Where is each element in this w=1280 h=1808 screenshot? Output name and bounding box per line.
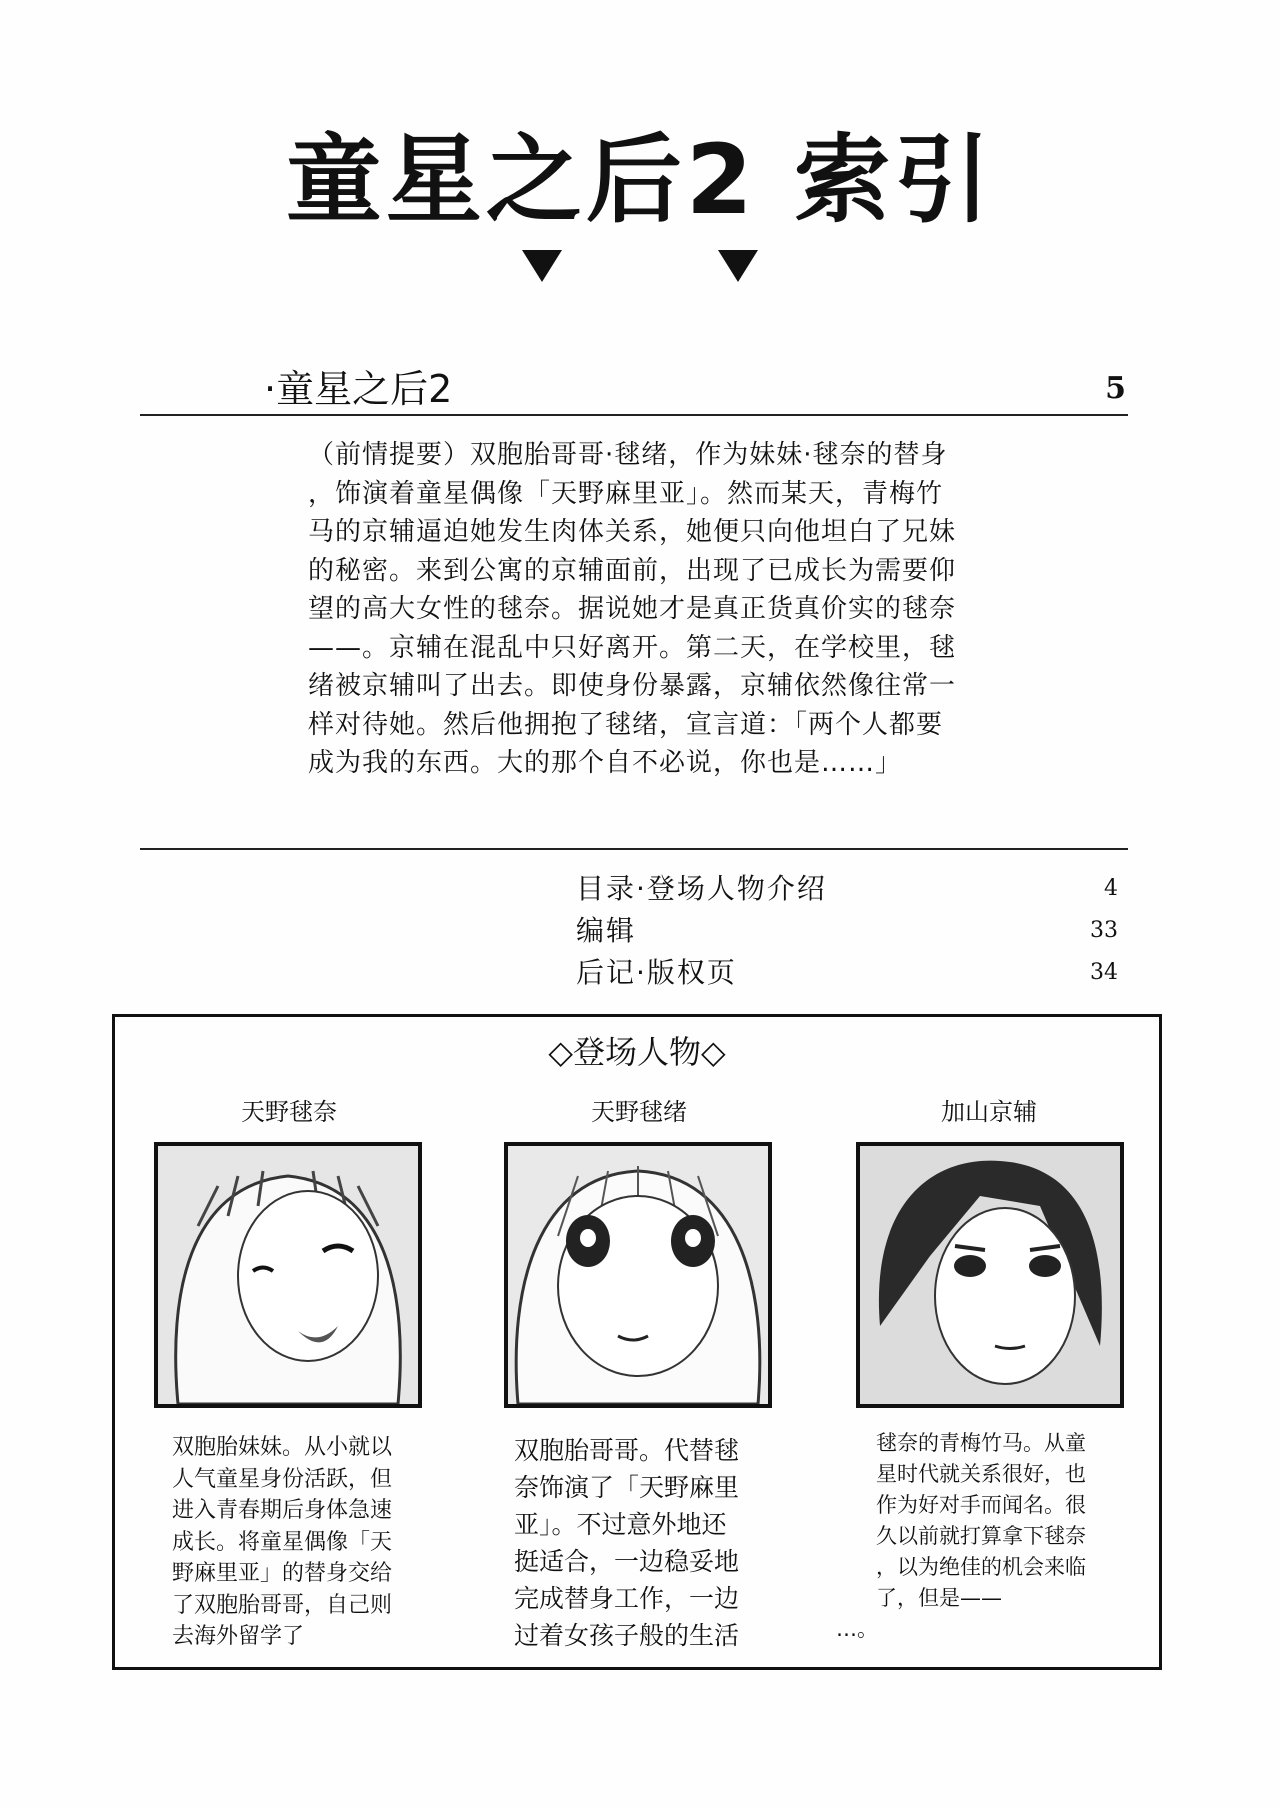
toc-entry-page: 4 — [1104, 876, 1118, 901]
description-line: 双胞胎哥哥。代替毬 — [514, 1436, 740, 1465]
description-line: 久以前就打算拿下毬奈 — [876, 1524, 1086, 1548]
portrait-illustration-icon — [158, 1146, 418, 1404]
description-line: 人气童星身份活跃，但 — [172, 1466, 393, 1492]
portrait-illustration-icon — [860, 1146, 1120, 1404]
summary-line: 成为我的东西。大的那个自不必说，你也是……」 — [308, 748, 903, 778]
description-line: 野麻里亚」的替身交给 — [172, 1561, 393, 1586]
character-portrait — [504, 1142, 772, 1408]
character-name: 天野毬奈 — [241, 1098, 337, 1126]
story-summary — [308, 436, 1008, 783]
character-description — [514, 1432, 774, 1654]
summary-line: 绪被京辅叫了出去。即使身份暴露，京辅依然像往常一 — [308, 671, 957, 701]
page-title: 童星之后2 索引 — [285, 124, 995, 236]
toc-entry-label: 后记·版权页 — [576, 956, 737, 989]
description-line: 了双胞胎哥哥，自己则 — [172, 1592, 393, 1618]
description-line: 双胞胎妹妹。从小就以 — [172, 1435, 393, 1460]
summary-line: （前情提要）双胞胎哥哥·毬绪，作为妹妹·毬奈的替身 — [308, 440, 948, 470]
description-line: 过着女孩子般的生活 — [514, 1621, 740, 1650]
toc-entry[interactable] — [576, 952, 1118, 994]
character-name: 加山京辅 — [941, 1098, 1037, 1126]
description-line: 毬奈的青梅竹马。从童 — [876, 1431, 1086, 1455]
description-line: 亚」。不过意外地还 — [514, 1510, 727, 1539]
summary-line: 的秘密。来到公寓的京辅面前，出现了已成长为需要仰 — [308, 555, 957, 586]
description-line: 奈饰演了「天野麻里 — [514, 1473, 740, 1502]
summary-line: 望的高大女性的毬奈。据说她才是真正货真价实的毬奈 — [308, 594, 957, 624]
description-line: 完成替身工作，一边 — [514, 1584, 740, 1613]
description-line: 星时代就关系很好，也 — [876, 1462, 1086, 1486]
toc-entry[interactable] — [576, 868, 1118, 910]
toc-entry-page: 33 — [1090, 918, 1118, 943]
description-line: 作为好对手而闻名。很 — [876, 1493, 1086, 1517]
summary-line: 样对待她。然后他拥抱了毬绪，宣言道：「两个人都要 — [308, 709, 944, 740]
triangle-marker-icon — [718, 250, 758, 282]
character-description — [836, 1428, 1146, 1645]
divider — [140, 414, 1128, 416]
description-line: 了，但是—— — [876, 1586, 1002, 1610]
description-line: 去海外留学了 — [172, 1624, 305, 1649]
triangle-marker-icon — [522, 250, 562, 282]
portrait-illustration-icon — [508, 1146, 768, 1404]
summary-line: ，饰演着童星偶像「天野麻里亚」。然而某天，青梅竹 — [308, 478, 944, 509]
description-line: ，以为绝佳的机会来临 — [876, 1555, 1086, 1579]
toc-entry-label: 目录·登场人物介绍 — [576, 872, 827, 905]
divider — [140, 848, 1128, 850]
description-line: 挺适合，一边稳妥地 — [514, 1547, 740, 1576]
character-description — [172, 1432, 432, 1653]
toc-entry-label: 编辑 — [576, 914, 637, 947]
description-line: 成长。将童星偶像「天 — [172, 1529, 393, 1555]
summary-line: 马的京辅逼迫她发生肉体关系，她便只向他坦白了兄妹 — [308, 517, 957, 547]
toc-entry[interactable] — [576, 910, 1118, 952]
section-title: ·童星之后2 — [264, 367, 453, 411]
description-line: …。 — [836, 1617, 878, 1641]
summary-line: ——。京辅在混乱中只好离开。第二天，在学校里，毬 — [308, 632, 957, 663]
cast-title: ◇登场人物◇ — [548, 1033, 726, 1071]
character-name: 天野毬绪 — [591, 1098, 687, 1126]
character-portrait — [154, 1142, 422, 1408]
section-page-number: 5 — [1105, 371, 1126, 406]
description-line: 进入青春期后身体急速 — [172, 1498, 393, 1523]
toc-entry-page: 34 — [1090, 960, 1118, 985]
character-portrait — [856, 1142, 1124, 1408]
